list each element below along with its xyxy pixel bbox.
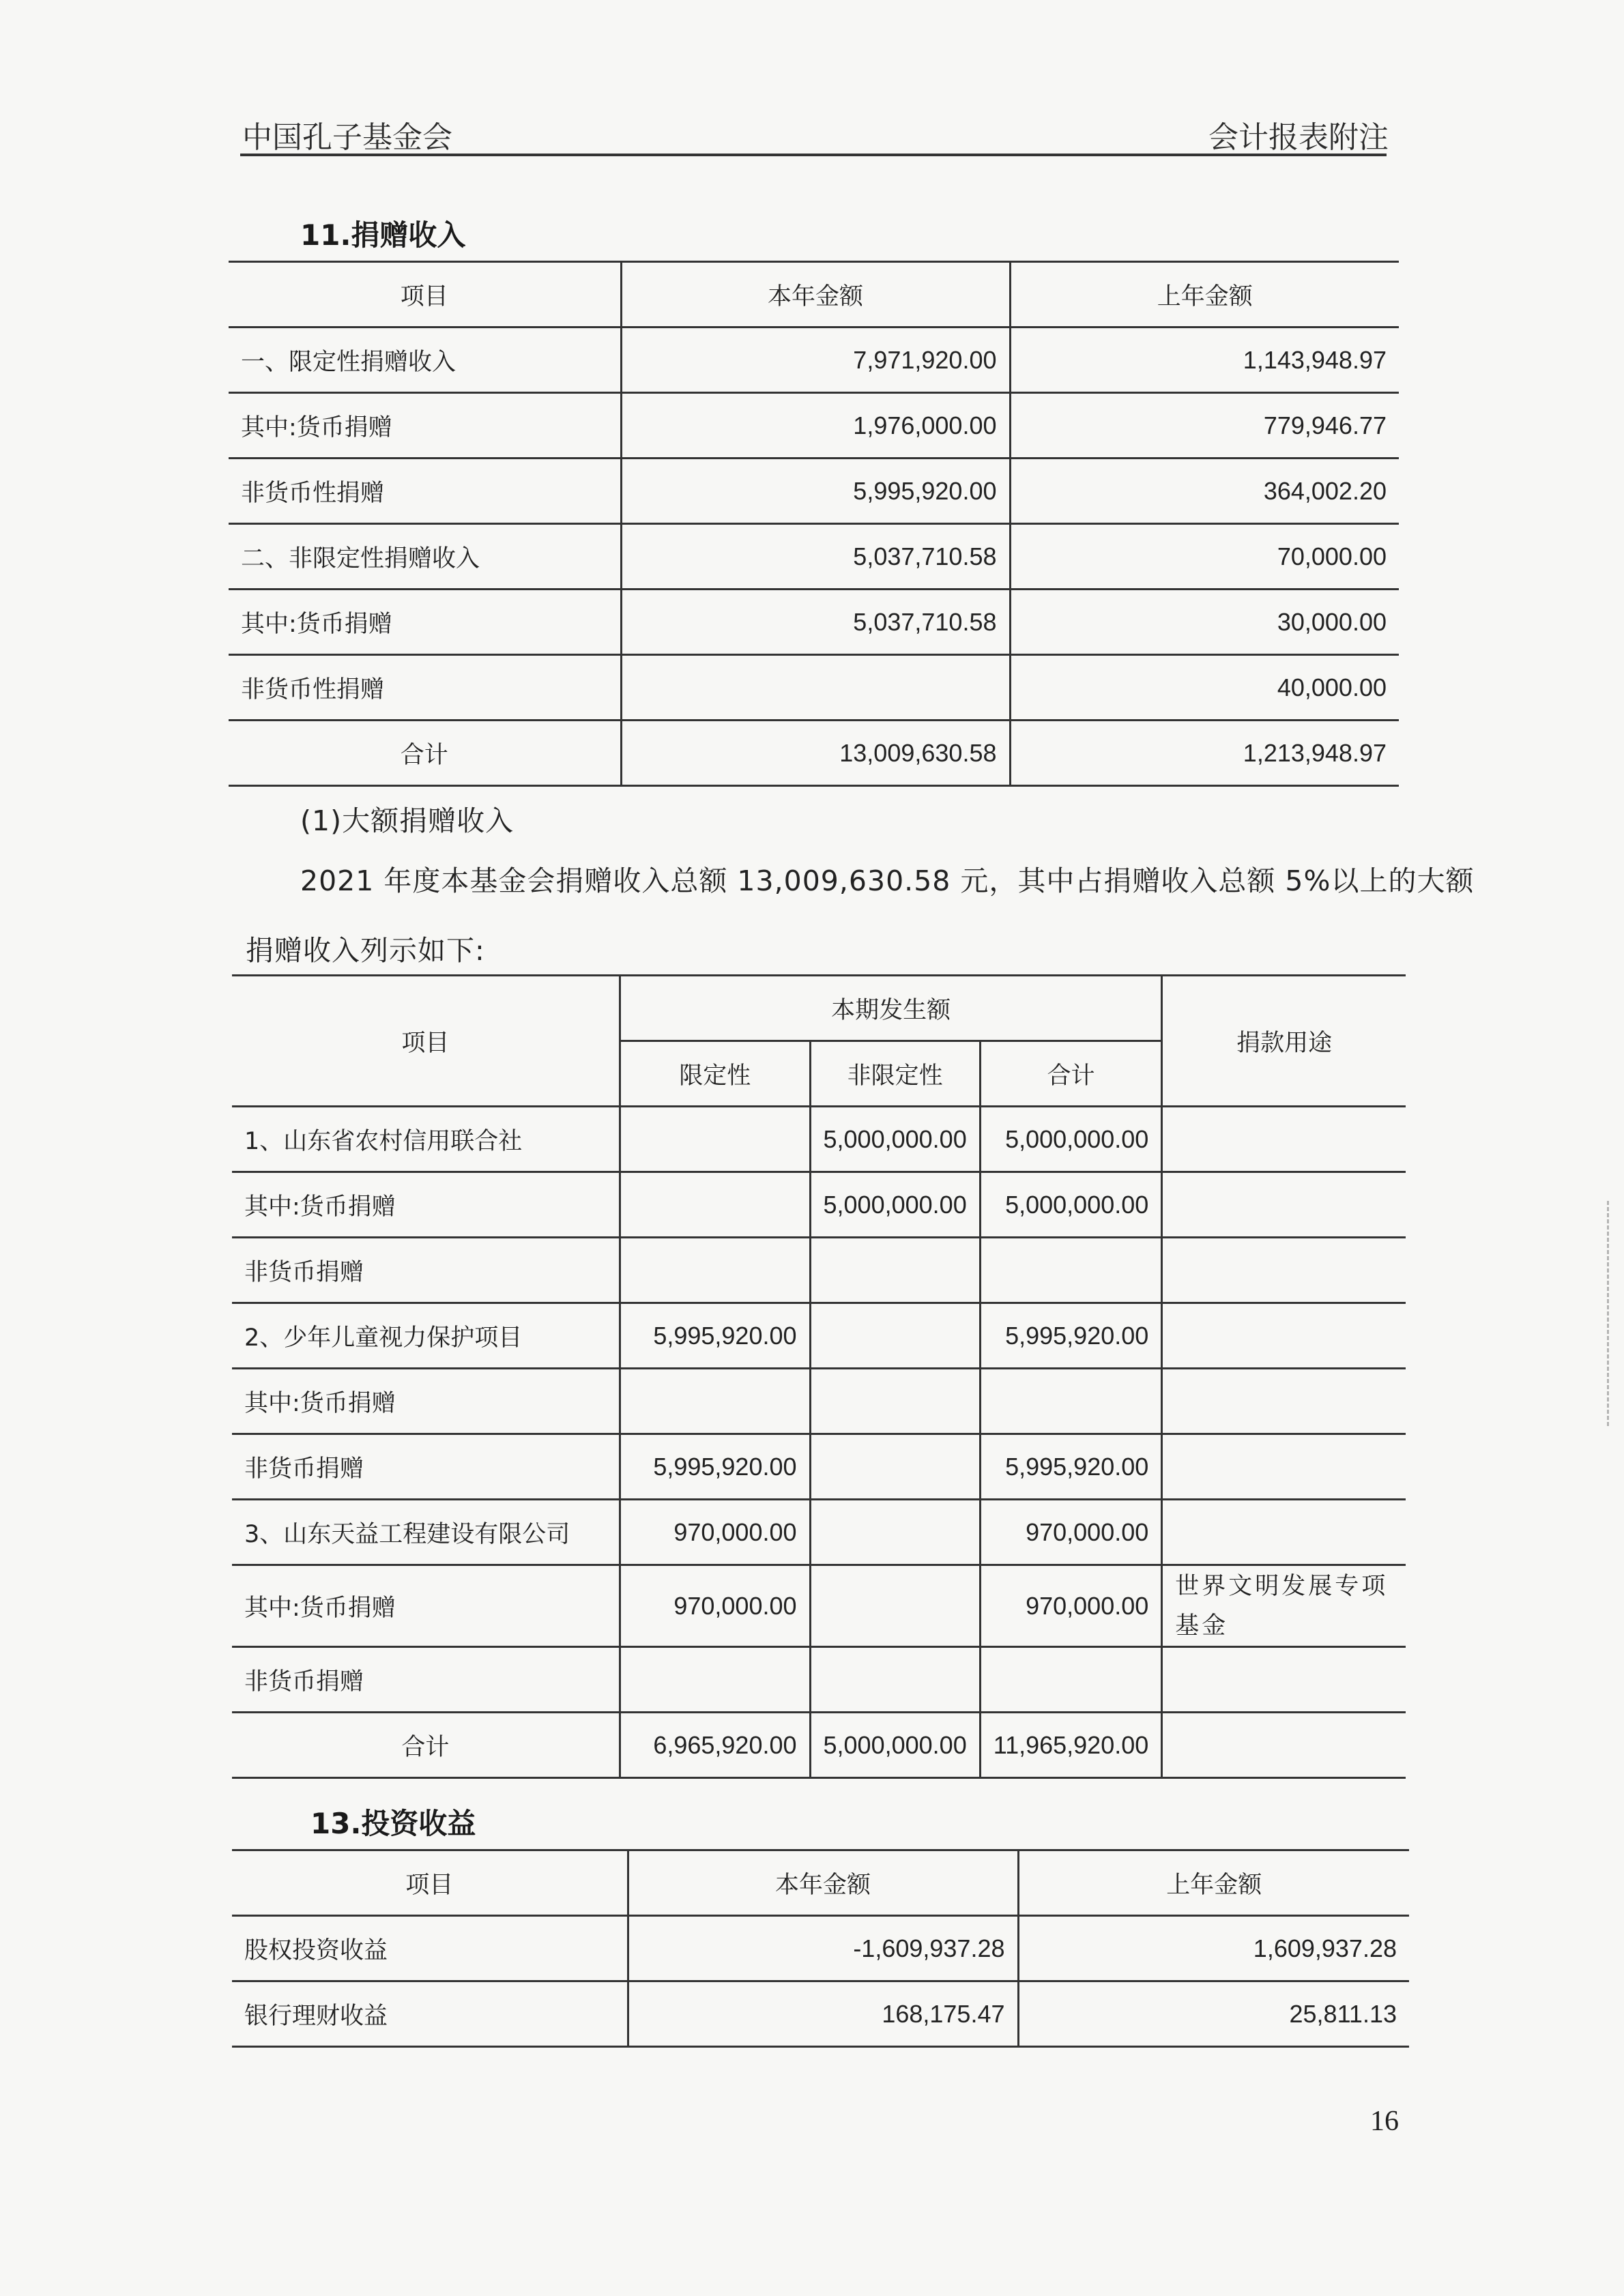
row-sum	[980, 1238, 1162, 1303]
col-header-item: 项目	[232, 1850, 628, 1916]
table-row	[232, 1172, 1406, 1238]
row-unrestricted	[810, 1369, 980, 1434]
row-sum	[980, 1647, 1162, 1713]
row-item: 一、限定性捐赠收入	[229, 328, 621, 393]
row-item: 非货币性捐赠	[229, 459, 621, 524]
table-header-row	[232, 1850, 1409, 1916]
table-row	[229, 459, 1399, 524]
total-label: 合计	[232, 1713, 620, 1778]
row-sum: 5,995,920.00	[980, 1434, 1162, 1500]
row-sum: 970,000.00	[980, 1500, 1162, 1565]
total-label: 合计	[229, 721, 621, 786]
row-purpose	[1162, 1647, 1406, 1713]
row-item: 银行理财收益	[232, 1981, 628, 2047]
table-row	[229, 655, 1399, 721]
table-row	[232, 1565, 1406, 1647]
total-previous: 1,213,948.97	[1010, 721, 1399, 786]
row-restricted	[620, 1238, 810, 1303]
row-purpose	[1162, 1369, 1406, 1434]
col-header-sum: 合计	[980, 1041, 1162, 1107]
row-item: 其中:货币捐赠	[232, 1565, 620, 1647]
total-sum: 11,965,920.00	[980, 1713, 1162, 1778]
row-restricted: 5,995,920.00	[620, 1434, 810, 1500]
table-row	[232, 1647, 1406, 1713]
table-row	[232, 1981, 1409, 2047]
row-sum: 970,000.00	[980, 1565, 1162, 1647]
col-header-item: 项目	[229, 262, 621, 328]
row-current: 5,995,920.00	[621, 459, 1010, 524]
table-row	[232, 1916, 1409, 1981]
row-previous: 25,811.13	[1018, 1981, 1409, 2047]
table-header-row	[232, 976, 1406, 1041]
row-unrestricted	[810, 1565, 980, 1647]
row-unrestricted	[810, 1303, 980, 1369]
row-previous: 1,143,948.97	[1010, 328, 1399, 393]
table-row	[232, 1303, 1406, 1369]
header-org: 中国孔子基金会	[242, 120, 452, 155]
row-current: 5,037,710.58	[621, 590, 1010, 655]
col-header-previous: 上年金额	[1018, 1850, 1409, 1916]
row-item: 2、少年儿童视力保护项目	[232, 1303, 620, 1369]
table-row	[229, 590, 1399, 655]
table-header-row	[229, 262, 1399, 328]
total-unrestricted: 5,000,000.00	[810, 1713, 980, 1778]
large-donation-paragraph-line2: 捐赠收入列示如下:	[246, 934, 485, 967]
row-previous: 40,000.00	[1010, 655, 1399, 721]
row-item: 非货币捐赠	[232, 1238, 620, 1303]
row-restricted: 5,995,920.00	[620, 1303, 810, 1369]
row-restricted	[620, 1172, 810, 1238]
row-current: 7,971,920.00	[621, 328, 1010, 393]
page-number: 16	[1370, 2106, 1399, 2137]
row-sum: 5,000,000.00	[980, 1107, 1162, 1172]
total-current: 13,009,630.58	[621, 721, 1010, 786]
row-unrestricted: 5,000,000.00	[810, 1172, 980, 1238]
row-item: 非货币捐赠	[232, 1647, 620, 1713]
row-previous: 779,946.77	[1010, 393, 1399, 459]
row-previous: 70,000.00	[1010, 524, 1399, 590]
row-previous: 1,609,937.28	[1018, 1916, 1409, 1981]
row-unrestricted	[810, 1434, 980, 1500]
row-current	[621, 655, 1010, 721]
row-unrestricted	[810, 1647, 980, 1713]
table-row	[229, 524, 1399, 590]
row-item: 非货币捐赠	[232, 1434, 620, 1500]
row-current: 168,175.47	[628, 1981, 1018, 2047]
row-restricted	[620, 1369, 810, 1434]
table-row	[232, 1238, 1406, 1303]
row-purpose: 世界文明发展专项基金	[1162, 1565, 1406, 1647]
row-unrestricted	[810, 1500, 980, 1565]
row-current: 5,037,710.58	[621, 524, 1010, 590]
total-purpose	[1162, 1713, 1406, 1778]
row-unrestricted: 5,000,000.00	[810, 1107, 980, 1172]
row-previous: 364,002.20	[1010, 459, 1399, 524]
col-header-previous: 上年金额	[1010, 262, 1399, 328]
row-purpose	[1162, 1172, 1406, 1238]
row-purpose	[1162, 1303, 1406, 1369]
table-row	[232, 1107, 1406, 1172]
large-donation-table	[232, 974, 1406, 1779]
row-purpose	[1162, 1500, 1406, 1565]
row-item: 二、非限定性捐赠收入	[229, 524, 621, 590]
col-header-purpose: 捐款用途	[1162, 976, 1406, 1107]
table-row	[229, 393, 1399, 459]
row-item: 股权投资收益	[232, 1916, 628, 1981]
table-row	[229, 328, 1399, 393]
table-row	[232, 1500, 1406, 1565]
row-purpose	[1162, 1107, 1406, 1172]
row-item: 1、山东省农村信用联合社	[232, 1107, 620, 1172]
col-header-item: 项目	[232, 976, 620, 1107]
row-sum: 5,000,000.00	[980, 1172, 1162, 1238]
row-current: 1,976,000.00	[621, 393, 1010, 459]
row-item: 其中:货币捐赠	[229, 590, 621, 655]
row-purpose	[1162, 1238, 1406, 1303]
row-restricted	[620, 1647, 810, 1713]
col-header-current: 本年金额	[628, 1850, 1018, 1916]
scan-edge-mark	[1607, 1201, 1617, 1426]
row-item: 其中:货币捐赠	[229, 393, 621, 459]
row-restricted: 970,000.00	[620, 1565, 810, 1647]
header-rule	[240, 154, 1387, 156]
table-row	[232, 1434, 1406, 1500]
col-header-period: 本期发生额	[620, 976, 1161, 1041]
table-total-row	[232, 1713, 1406, 1778]
section-11-title: 11.捐赠收入	[300, 218, 466, 252]
row-current: -1,609,937.28	[628, 1916, 1018, 1981]
row-item: 其中:货币捐赠	[232, 1369, 620, 1434]
large-donation-subtitle: (1)大额捐赠收入	[300, 804, 514, 837]
row-restricted	[620, 1107, 810, 1172]
col-header-unrestricted: 非限定性	[810, 1041, 980, 1107]
donation-income-table	[229, 261, 1399, 787]
section-13-title: 13.投资收益	[310, 1807, 476, 1840]
investment-income-table	[232, 1849, 1409, 2048]
col-header-restricted: 限定性	[620, 1041, 810, 1107]
col-header-current: 本年金额	[621, 262, 1010, 328]
row-sum	[980, 1369, 1162, 1434]
row-sum: 5,995,920.00	[980, 1303, 1162, 1369]
row-item: 其中:货币捐赠	[232, 1172, 620, 1238]
header-doc-title: 会计报表附注	[1208, 120, 1389, 155]
row-unrestricted	[810, 1238, 980, 1303]
total-restricted: 6,965,920.00	[620, 1713, 810, 1778]
row-item: 非货币性捐赠	[229, 655, 621, 721]
row-item: 3、山东天益工程建设有限公司	[232, 1500, 620, 1565]
row-purpose	[1162, 1434, 1406, 1500]
large-donation-paragraph-line1: 2021 年度本基金会捐赠收入总额 13,009,630.58 元，其中占捐赠收入总额 5%以上的大额	[300, 864, 1475, 897]
table-row	[232, 1369, 1406, 1434]
table-total-row	[229, 721, 1399, 786]
row-restricted: 970,000.00	[620, 1500, 810, 1565]
row-previous: 30,000.00	[1010, 590, 1399, 655]
